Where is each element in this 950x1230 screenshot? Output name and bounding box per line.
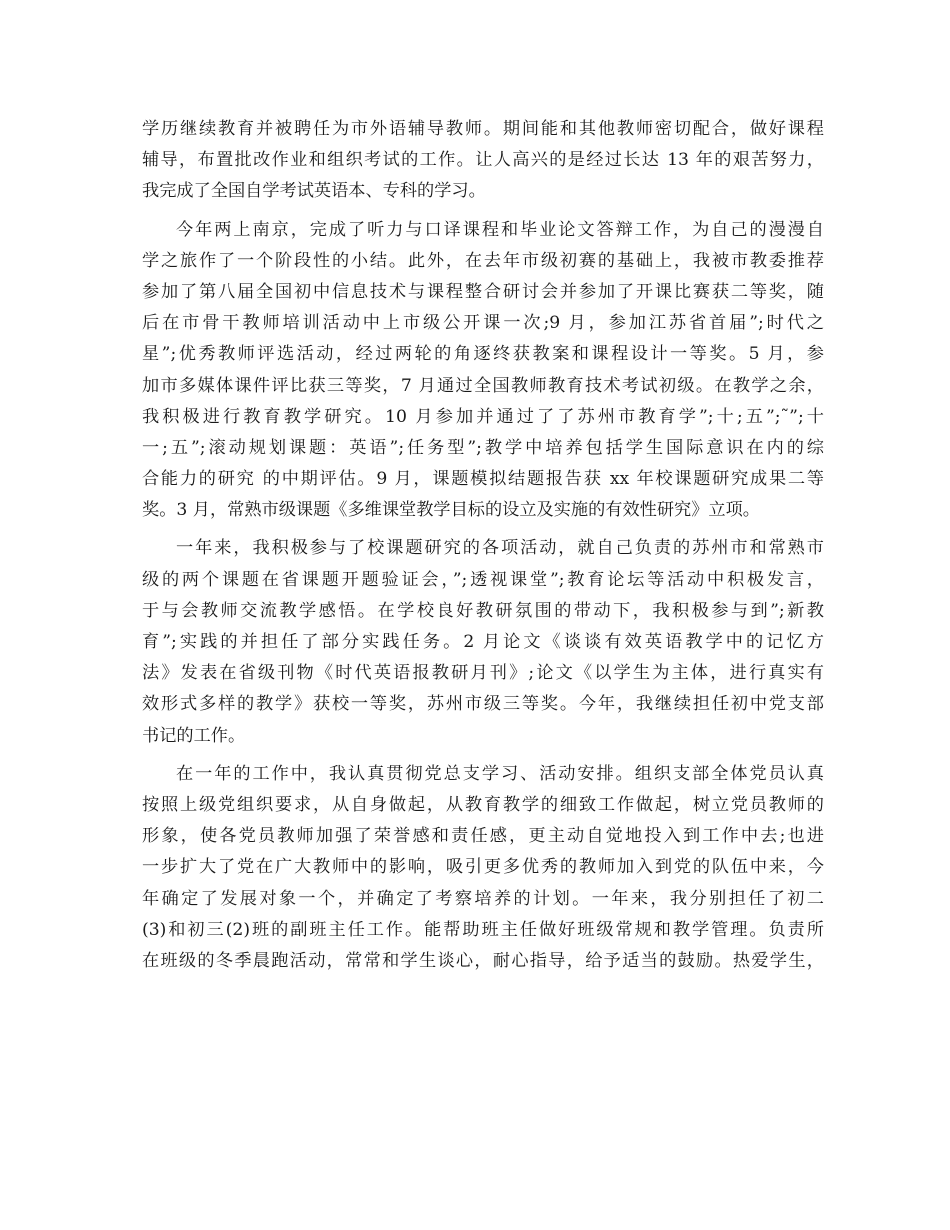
text-line: 学之旅作了一个阶段性的小结。此外，在去年市级初赛的基础上，我被市教委推荐	[142, 250, 824, 271]
text-line: 后在市骨干教师培训活动中上市级公开课一次;9 月，参加江苏省首届”;时代之	[142, 313, 824, 334]
paragraph-gap	[142, 526, 824, 533]
text-line: 辅导，布置批改作业和组织考试的工作。让人高兴的是经过长达 13 年的艰苦努力，	[142, 150, 824, 171]
text-line: 按照上级党组织要求，从自身做起，从教育教学的细致工作做起，树立党员教师的	[142, 794, 824, 815]
text-line: 我完成了全国自学考试英语本、专科的学习。	[142, 181, 486, 202]
text-line: 今年两上南京，完成了听力与口译课程和毕业论文答辩工作，为自己的漫漫自	[176, 219, 824, 240]
text-line: (3)和初三(2)班的副班主任工作。能帮助班主任做好班级常规和教学管理。负责所	[142, 919, 824, 940]
text-line: 于与会教师交流教学感悟。在学校良好教研氛围的带动下，我积极参与到”;新教	[142, 600, 824, 621]
text-line: 级的两个课题在省课题开题验证会，”;透视课堂”;教育论坛等活动中积极发言，	[142, 569, 824, 590]
text-line: 一步扩大了党在广大教师中的影响，吸引更多优秀的教师加入到党的队伍中来，今	[142, 857, 824, 878]
text-line: 在一年的工作中，我认真贯彻党总支学习、活动安排。组织支部全体党员认真	[176, 763, 824, 784]
text-line: 星”;优秀教师评选活动，经过两轮的角逐终获教案和课程设计一等奖。5 月，参	[142, 344, 824, 365]
text-line: 合能力的研究 的中期评估。9 月，课题模拟结题报告获 xx 年校课题研究成果二等	[142, 469, 824, 490]
paragraph-gap	[142, 752, 824, 759]
text-line: 我积极进行教育教学研究。10 月参加并通过了了苏州市教育学”;十;五”;˜”;十	[142, 406, 824, 427]
text-line: 一;五”;滚动规划课题：英语”;任务型”;教学中培养包括学生国际意识在内的综	[142, 437, 824, 458]
text-line: 书记的工作。	[142, 725, 246, 746]
text-line: 加市多媒体课件评比获三等奖，7 月通过全国教师教育技术考试初级。在教学之余，	[142, 375, 824, 396]
text-line: 奖。3 月，常熟市级课题《多维课堂教学目标的设立及实施的有效性研究》立项。	[142, 500, 760, 521]
text-line: 效形式多样的教学》获校一等奖，苏州市级三等奖。今年，我继续担任初中党支部	[142, 694, 824, 715]
text-line: 形象，使各党员教师加强了荣誉感和责任感，更主动自觉地投入到工作中去;也进	[142, 826, 824, 847]
text-line: 参加了第八届全国初中信息技术与课程整合研讨会并参加了开课比赛获二等奖，随	[142, 281, 824, 302]
text-line: 在班级的冬季晨跑活动，常常和学生谈心，耐心指导，给予适当的鼓励。热爱学生，	[142, 950, 824, 971]
body-text	[142, 114, 824, 977]
text-line: 育”;实践的并担任了部分实践任务。2 月论文《谈谈有效英语教学中的记忆方	[142, 632, 824, 652]
paragraph-gap	[142, 208, 824, 215]
text-line: 学历继续教育并被聘任为市外语辅导教师。期间能和其他教师密切配合，做好课程	[142, 119, 824, 139]
text-line: 一年来，我积极参与了校课题研究的各项活动，就自己负责的苏州市和常熟市	[176, 538, 824, 559]
text-line: 年确定了发展对象一个，并确定了考察培养的计划。一年来，我分别担任了初二	[142, 888, 824, 909]
text-line: 法》发表在省级刊物《时代英语报教研月刊》;论文《以学生为主体，进行真实有	[142, 663, 824, 684]
